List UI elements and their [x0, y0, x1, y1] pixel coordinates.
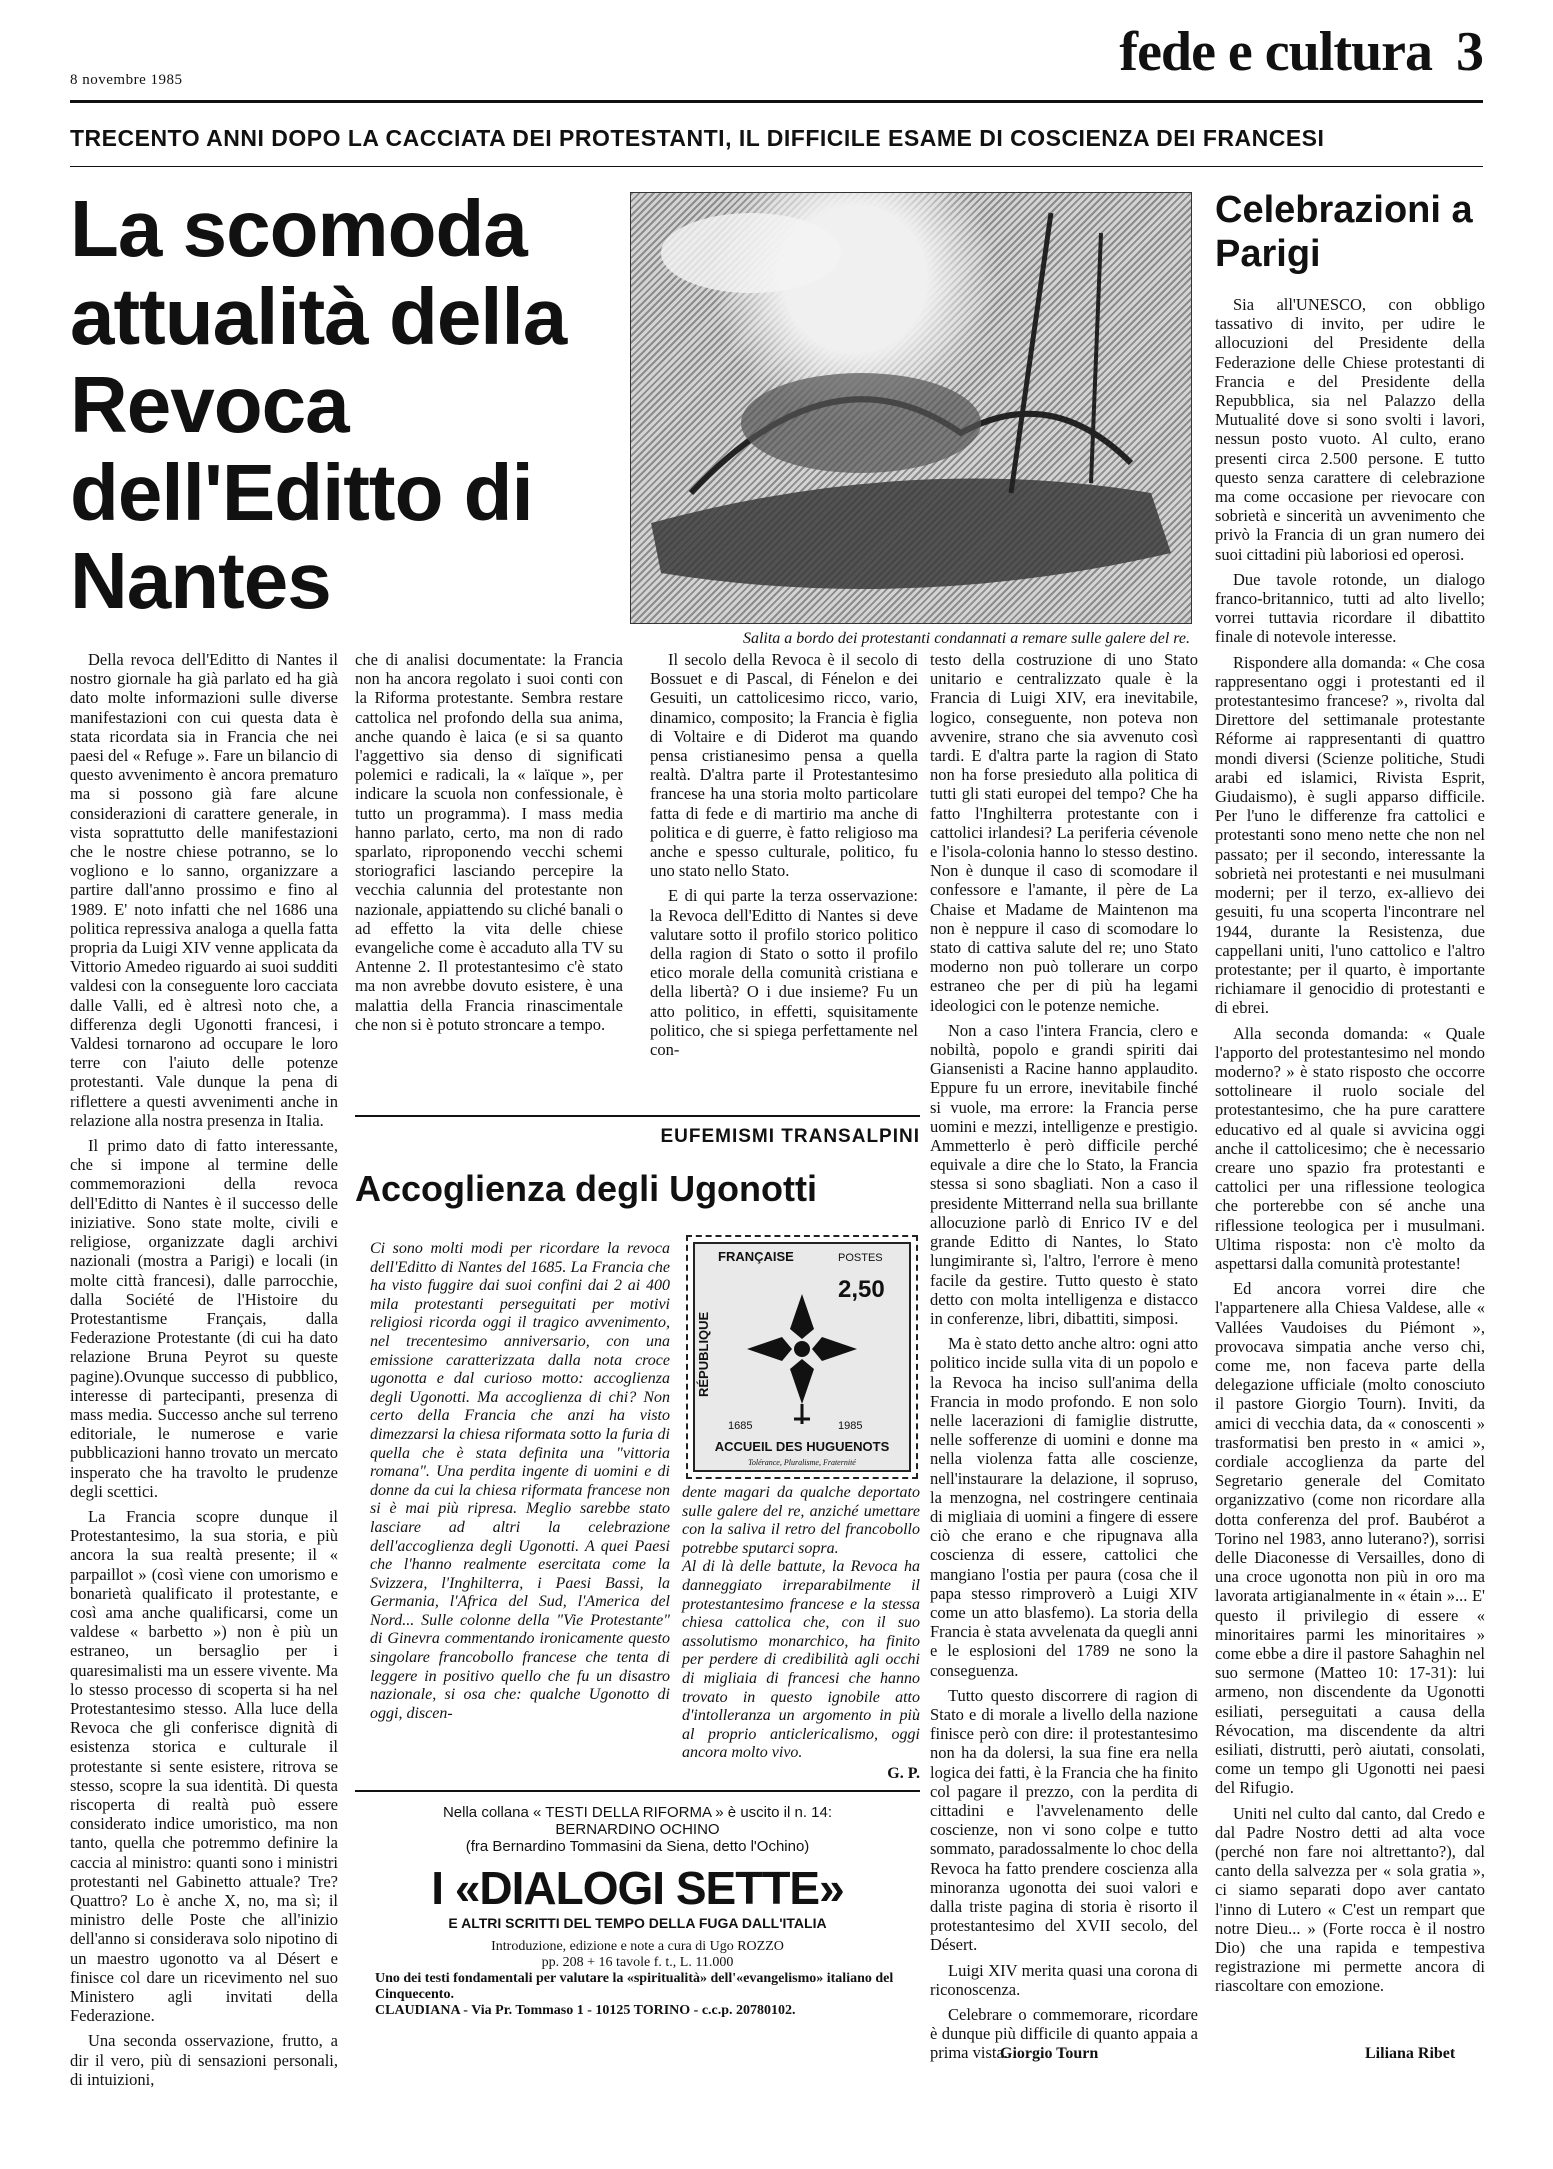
issue-date: 8 novembre 1985	[70, 72, 183, 88]
sidebar-headline: Celebrazioni a Parigi	[1215, 189, 1473, 275]
paragraph: Una seconda osservazione, frutto, a dir il vero, più di sensazioni personali, di intuizioni,	[70, 2031, 338, 2089]
ad-tagline: Uno dei testi fondamentali per valutare la «spiritualità» dell'«evangelismo» italiano del Cinquecento.	[375, 1971, 894, 2002]
box-rule	[355, 1115, 920, 1117]
stamp-motto: Tolérance, Pluralisme, Fraternité	[748, 1458, 856, 1467]
box-author: G. P.	[887, 1765, 920, 1782]
section-title	[1119, 20, 1483, 84]
paragraph: Della revoca dell'Editto di Nantes il nostro giornale ha già parlato ed ha già dato molte informazioni sulle diverse manifestazioni con cui questa data è stata ricordata sia in Francia che nei paesi del « Refuge ». Fare un bilancio di questo avvenimento è ancora prematuro ma si possono già fare alcune considerazioni di carattere generale, in vista soprattutto delle manifestazioni che le nostre chiese potranno, se lo vogliono e lo sanno, organizzare a partire dall'anno prossimo e fino al 1989. E' noto infatti che nel 1686 una politica repressiva analoga a quella fatta propria da Luigi XIV venne applicata da Vittorio Amedeo riguardo ai suoi sudditi valdesi con la conseguente loro cacciata dalle Valli, ed è altresì noto che, a differenza degli Ugonotti francesi, i Valdesi tornarono ad occupare le loro terre con l'aiuto delle potenze protestanti. Vale dunque la pena di riflettere a questi avvenimenti anche in relazione alla nostra presenza in Italia.	[70, 650, 338, 1130]
ad-series-line: Nella collana « TESTI DELLA RIFORMA » è uscito il n. 14:	[442, 1804, 833, 1821]
ad-author-note: (fra Bernardino Tommasini da Siena, detto l'Ochino)	[465, 1838, 810, 1855]
ad-book-title: I «DIALOGI SETTE»	[431, 1862, 844, 1914]
stamp-country-top: FRANÇAISE	[718, 1249, 794, 1264]
main-article-column-4	[930, 650, 1198, 2069]
paragraph: Alla seconda domanda: « Quale l'apporto del protestantesimo nel mondo moderno? » è stato risposto che occorre sottolineare il ruolo sociale del protestantesimo, che ha pure carattere educativo ed al quale si avvicina oggi anche il cattolicesimo; che è necessario creare uno spazio fra protestanti e cattolici per una riflessione teologica che porterebbe con sé anche una riflessione teologica per i musulmani. Ultima risposta: non c'è molto da aspettarsi dalla comunità protestante!	[1215, 1023, 1485, 1273]
paragraph: E di qui parte la terza osservazione: la Revoca dell'Editto di Nantes si deve valutare sotto il profilo storico politico della ragion di Stato o sotto il profilo etico morale della comunità cristiana e della libertà? O i due insieme? Fu un atto politico, in effetti, squisitamente politico, che si spiega perfettamente nel con-	[650, 886, 918, 1060]
paragraph: Il secolo della Revoca è il secolo di Bossuet e di Pascal, di Fénelon e dei Gesuiti, un cattolicesimo ricco, vario, dinamico, composito; la Francia è figlia di Voltaire e di Diderot ma quando pensa cristianesimo pensa a quella realtà. D'altra parte il Protestantesimo francese ha una storia molto particolare fatta di fede e di martirio ma anche di politica e di guerre, è fatto religioso ma anche e spesso culturale, politico, fu uno stato nello Stato.	[650, 650, 918, 881]
box-article-column-1: Ci sono molti modi per ricordare la revoca dell'Editto di Nantes del 1685. La Francia che ha visto fuggire dai suoi confini dai 2 ai 400 mila protestanti perseguitati per motivi religiosi ricorda oggi il tragico avvenimento, nel trecentesimo anniversario, con una emissione caratterizzata dalla nota croce ugonotta e dal curioso motto: accoglienza degli Ugonotti. Ma accoglienza di chi? Non certo della Francia che anzi ha visto dimezzarsi la chiesa riformata sotto la furia di quella che è stata definita una "vittoria romana". Una perdita ingente di uomini e di donne da cui la chiesa riformata francese non si è mai più ripresa. Meglio sarebbe stato lasciare ad altri la celebrazione dell'accoglienza degli Ugonotti. A quei Paesi che l'hanno realmente esercitata come la Svizzera, l'Inghilterra, i Paesi Bassi, la Germania, l'Africa del Sud, l'America del Nord... Sulle colonne della "Vie Protestante" di Ginevra commentando ironicamente questo singolare francobollo francese che tenta di leggere in positivo quello che fu un disastro nazionale, si osa che: qualche Ugonotto di oggi, discen-	[370, 1240, 670, 1722]
paragraph: Non a caso l'intera Francia, clero e nobiltà, popolo e grandi spiriti dai Giansenisti a Racine hanno applaudito. Eppure fu un errore, inevitabile finché si vuole, ma errore: la Francia perse uomini e mezzi, intelligenze e prestigio. Ammetterlo è però difficile perché equivale a dire che lo Stato, la Francia stessa si sono sbagliati. Non a caso il presidente Mitterrand nella sua brillante allocuzione parlò di Enrico IV e del grande Editto di Nantes, lo Stato lungimirante sì, l'altro, l'errore è meno facile da gestire. Tutto questo è stato detto con molta intelligenza e distacco in conferenze, libri, dibattiti, simposi.	[930, 1020, 1198, 1328]
book-advertisement	[355, 1790, 920, 2072]
section-name: fede e cultura	[1119, 21, 1432, 83]
paragraph: Ma è stato detto anche altro: ogni atto politico incide sulla vita di un popolo e la Revoca ha inciso sull'anima della Francia in modo profondo. E non solo nelle lacerazioni di famiglie distrutte, nelle sofferenze di uomini e donne ma nella violenza fatta alle coscienze, nell'instaurare la delazione, il sopruso, la menzogna, nel costringere centinaia di migliaia di uomini a fingere di essere ciò che erano e che ripugnava alla coscienza di essere, cattolici che mangiano l'ostia per paura (cosa che il papa stesso rimproverò a Luigi XIV come un atto blasfemo). La storia della Francia è stata avvelenata da quegli anni e le esplosioni del 1789 ne sono la conseguenza.	[930, 1334, 1198, 1680]
sidebar-author: Liliana Ribet	[1365, 2045, 1456, 2062]
main-article-author: Giorgio Tourn	[1000, 2045, 1099, 2062]
galley-engraving-image	[630, 192, 1192, 624]
page-kicker: TRECENTO ANNI DOPO LA CACCIATA DEI PROTESTANTI, IL DIFFICILE ESAME DI COSCIENZA DEI FRANCESI	[70, 125, 1325, 151]
paragraph: Sia all'UNESCO, con obbligo tassativo di invito, per udire le allocuzioni del Presidente della Federazione delle Chiese protestanti di Francia e del Presidente della Repubblica, sia nel Palazzo della Mutualité dove si sono svolti i lavori, nessun posto vuoto. Al culto, erano presenti circa 2.500 persone. E tutto questo senza carattere di celebrazione ma come occasione per rievocare con sobrietà e sincerità un avvenimento che privò la Francia di un gran numero dei suoi cittadini più laboriosi ed operosi.	[1215, 295, 1485, 564]
paragraph: Ed ancora vorrei dire che l'appartenere alla Chiesa Valdese, alle « Vallées Vaudoises du Piémont », provocava simpatia anche verso chi, come me, non faceva parte della delegazione ufficiale (molto conosciuto il pastore Giorgio Tourn). Inviti, da amici di vecchia data, da « conoscenti » trasformatisi ben presto in « amici », cordiale accoglienza da parte del Segretario generale del Comitato organizzativo (come non ricordare alla dotta conferenza del prof. Baubérot a Torino nel 1983, anno luterano?), sorrisi delle Diaconesse di Versailles, dono di una croce ugonotta non più in oro ma lavorata artigianalmente in « étain »... E' questo il privilegio di essere « minoritaires parmi les minoritaires » come ebbe a dire il pastore Sahaghin nel suo sermone (Matteo 10: 17-31): lui armeno, non discendente da Ugonotti esiliati, perseguitati a causa della Révocation, ma discendente da altri esiliati, distrutti, però aiutati, consolati, come un tempo gli Ugonotti nei paesi del Rifugio.	[1215, 1279, 1485, 1798]
ad-editor: Introduzione, edizione e note a cura di Ugo ROZZO	[491, 1939, 784, 1954]
stamp-year-left: 1685	[728, 1420, 753, 1432]
paragraph: Uniti nel culto dal canto, dal Credo e dal Padre Nostro detti ad alta voce (perché non fare noi altrettanto?), dal canto della salvezza per « sola gratia », ci siamo separati dopo aver cantato l'inno di Lutero « C'est un rempart que notre Dieu... » (Forte rocca è il nostro Dio) che una rapida e tempestiva registrazione mi permette ancora di riascoltare con emozione.	[1215, 1803, 1485, 1996]
box-kicker: EUFEMISMI TRANSALPINI	[660, 1126, 920, 1147]
stamp-image	[686, 1235, 918, 1479]
main-article-column-1	[70, 650, 338, 2095]
stamp-country-side: RÉPUBLIQUE	[696, 1311, 711, 1397]
paragraph: che di analisi documentate: la Francia non ha ancora regolato i suoi conti con la Riforma protestante. Sembra restare cattolica nel profondo della sua anima, anche quando è laica (e si sa quanto l'aggettivo sia denso di significati polemici e radicali, la « laïque », per indicare la scuola non confessionale, è tutto un programma). I mass media hanno parlato, certo, ma non di rado sparlato, riproponendo vecchi schemi storiografici lasciando percepire la vecchia calunnia del protestante non nazionale, appiattendo su cliché banali o ad effetto la vita delle chiese evangeliche come è accaduto alla TV su Antenne 2. Il protestantesimo c'è stato ma non avrebbe dovuto esistere, è una malattia della Francia rinascimentale che non si è potuto stroncare a tempo.	[355, 650, 623, 1034]
paragraph: Il primo dato di fatto interessante, che si impone al termine delle commemorazioni della revoca dell'Editto di Nantes è il successo delle iniziative. Sono state molte, civili e religiose, organizzate dagli archivi nazionali (mostra a Parigi) e locali (in molte città francesi), dalle parrocchie, dalla Société de l'Histoire du Protestantisme Français, dalla Federazione Protestante (di cui ha dato relazione Bruna Peyrot su queste pagine).Ovunque successo di pubblico, interesse di partecipanti, presenza di mass media. Successo anche sul terreno editoriale, le numerose e varie pubblicazioni hanno trovato un mercato insperato che ha travolto le prudenze degli scettici.	[70, 1136, 338, 1501]
ad-publisher: CLAUDIANA - Via Pr. Tommaso 1 - 10125 TORINO - c.c.p. 20780102.	[375, 2003, 796, 2018]
photo-caption: Salita a bordo dei protestanti condannati a remare sulle galere del re.	[742, 630, 1190, 647]
page-number: 3	[1456, 21, 1483, 83]
main-article-column-2	[355, 650, 623, 1040]
main-headline: La scomoda attualità della Revoca dell'Editto di Nantes	[70, 184, 567, 625]
stamp-year-right: 1985	[838, 1420, 863, 1432]
ad-pages-price: pp. 208 + 16 tavole f. t., L. 11.000	[541, 1955, 734, 1970]
paragraph: testo della costruzione di uno Stato unitario e centralizzato quale è la Francia di Luigi XIV, era inevitabile, logico, conseguente, non poteva non avvenire, strano che sia avvenuto così tardi. E d'altra parte la ragion di Stato non ha forse presieduto alla politica di tutti gli stati europei del tempo? Che ha fatto l'Inghilterra protestante con i cattolici irlandesi? La periferia cévenole e l'isola-colonia hanno lo stesso destino. Non è dunque il caso di scomodare il confessore e l'amante, il père de La Chaise et Madame de Maintenon ma non è neppure il caso di scomodare lo stato di cattiva salute del re; uno Stato moderno non può tollerare un corpo estraneo che per di più ha legami ideologici con le potenze nemiche.	[930, 650, 1198, 1015]
paragraph: La Francia scopre dunque il Protestantesimo, la sua storia, e più ancora la sua realtà presente; il « parpaillot » (così viene con umorismo e bonarietà qualificato il protestante, e così ama anche qualificarsi, come un valdese « barbetto ») non è più un estraneo, un bersaglio per i quaresimalisti ma un essere vivente. Ma lo stesso processo di scoperta si ha nel Protestantesimo stesso. Alla luce della Revoca che gli conferisce dignità di esistenza storica e culturale il protestante si sente esistere, ritrova se stesso, scopre la sua identità. Di questa riscoperta di realtà può essere considerato indice umoristico, ma non tanto, quella che potremmo definire la caccia al ministro: quanti sono i ministri protestanti nel Gabinetto attuale? Tre? Quattro? Lo è anche X, no, ma sì; il ministro delle Poste che all'inizio dell'anno si considerava solo nipotino di un maestro ugonotto va al Désert e finisce col dare un ricevimento nel suo Ministero agli invitati della Federazione.	[70, 1506, 338, 2026]
stamp-value: 2,50	[838, 1276, 885, 1303]
huguenot-cross-icon	[688, 1237, 916, 1477]
box-article-column-2: dente magari da qualche deportato sulle galere del re, anziché umettare con la saliva il retro del francobollo potrebbe sputarci sopra. Al di là delle battute, la Revoca ha danneggiato irreparabilmente il protestantesimo francese e la stessa chiesa cattolica che, con il suo assolutismo monarchico, ha finito per perdere di credibilità agli occhi di migliaia di francesi che hanno trovato in questo ignobile atto d'intolleranza un argomento in più al proprio anticlericalismo, oggi ancora molto vivo.	[682, 1484, 920, 1762]
kicker-rule	[70, 166, 1483, 167]
engraving-illustration	[631, 193, 1191, 623]
main-article-column-3	[650, 650, 918, 1065]
sidebar-article-body	[1215, 295, 1485, 2002]
paragraph: Due tavole rotonde, un dialogo franco-britannico, tutti ad alto livello; vorrei tuttavia ricordare il dibattito finale di notevole interesse.	[1215, 569, 1485, 647]
header-rule	[70, 100, 1483, 103]
paragraph: Luigi XIV merita quasi una corona di riconoscenza.	[930, 1960, 1198, 1999]
ad-author: BERNARDINO OCHINO	[555, 1821, 720, 1838]
paragraph: Celebrare o commemorare, ricordare è dunque più difficile di quanto appaia a prima vista.	[930, 2005, 1198, 2063]
stamp-caption: ACCUEIL DES HUGUENOTS	[714, 1439, 890, 1454]
stamp-postes: POSTES	[838, 1252, 883, 1264]
paragraph: Tutto questo discorrere di ragion di Stato e di morale a livello della nazione finisce però con dire: il protestantesimo non ha da dolersi, la sua fine era nella logica dei fatti, è la Francia che ha finito col pagare il prezzo, con la perdita di cittadini e l'avvelenamento delle coscienze, non vi sono colpe e tutto sommato, paradossalmente lo choc della Revoca ha fatto prendere coscienza alla minoranza ugonotta dei suoi valori e dalla triste pagina di storia è risorto il protestantesimo del XVII secolo, del Désert.	[930, 1685, 1198, 1955]
paragraph: Rispondere alla domanda: « Che cosa rappresentano oggi i protestanti ed il protestantesimo francese? », rivolta dal Direttore del settimanale protestante Réforme ai rappresentanti di quattro mondi diversi (Scienze politiche, Studi arabi ed islamici, Rivista Esprit, Giudaismo), è sugli apparso difficile. Per l'uno le differenze fra cattolici e protestanti sono meno nette che non nel passato; per il secondo, interessante la sobrietà nei protestanti e nei musulmani moderni; per il terzo, ex-allievo dei gesuiti, fu una scoperta l'incontrare nel 1944, durante la Resistenza, due cappellani uniti, l'uno cattolico e l'altro protestante; per il quarto, è importante richiamare il genocidio di protestanti e di ebrei.	[1215, 652, 1485, 1018]
box-headline: Accoglienza degli Ugonotti	[355, 1168, 818, 1209]
ad-book-subtitle: E ALTRI SCRITTI DEL TEMPO DELLA FUGA DALL'ITALIA	[448, 1915, 827, 1931]
